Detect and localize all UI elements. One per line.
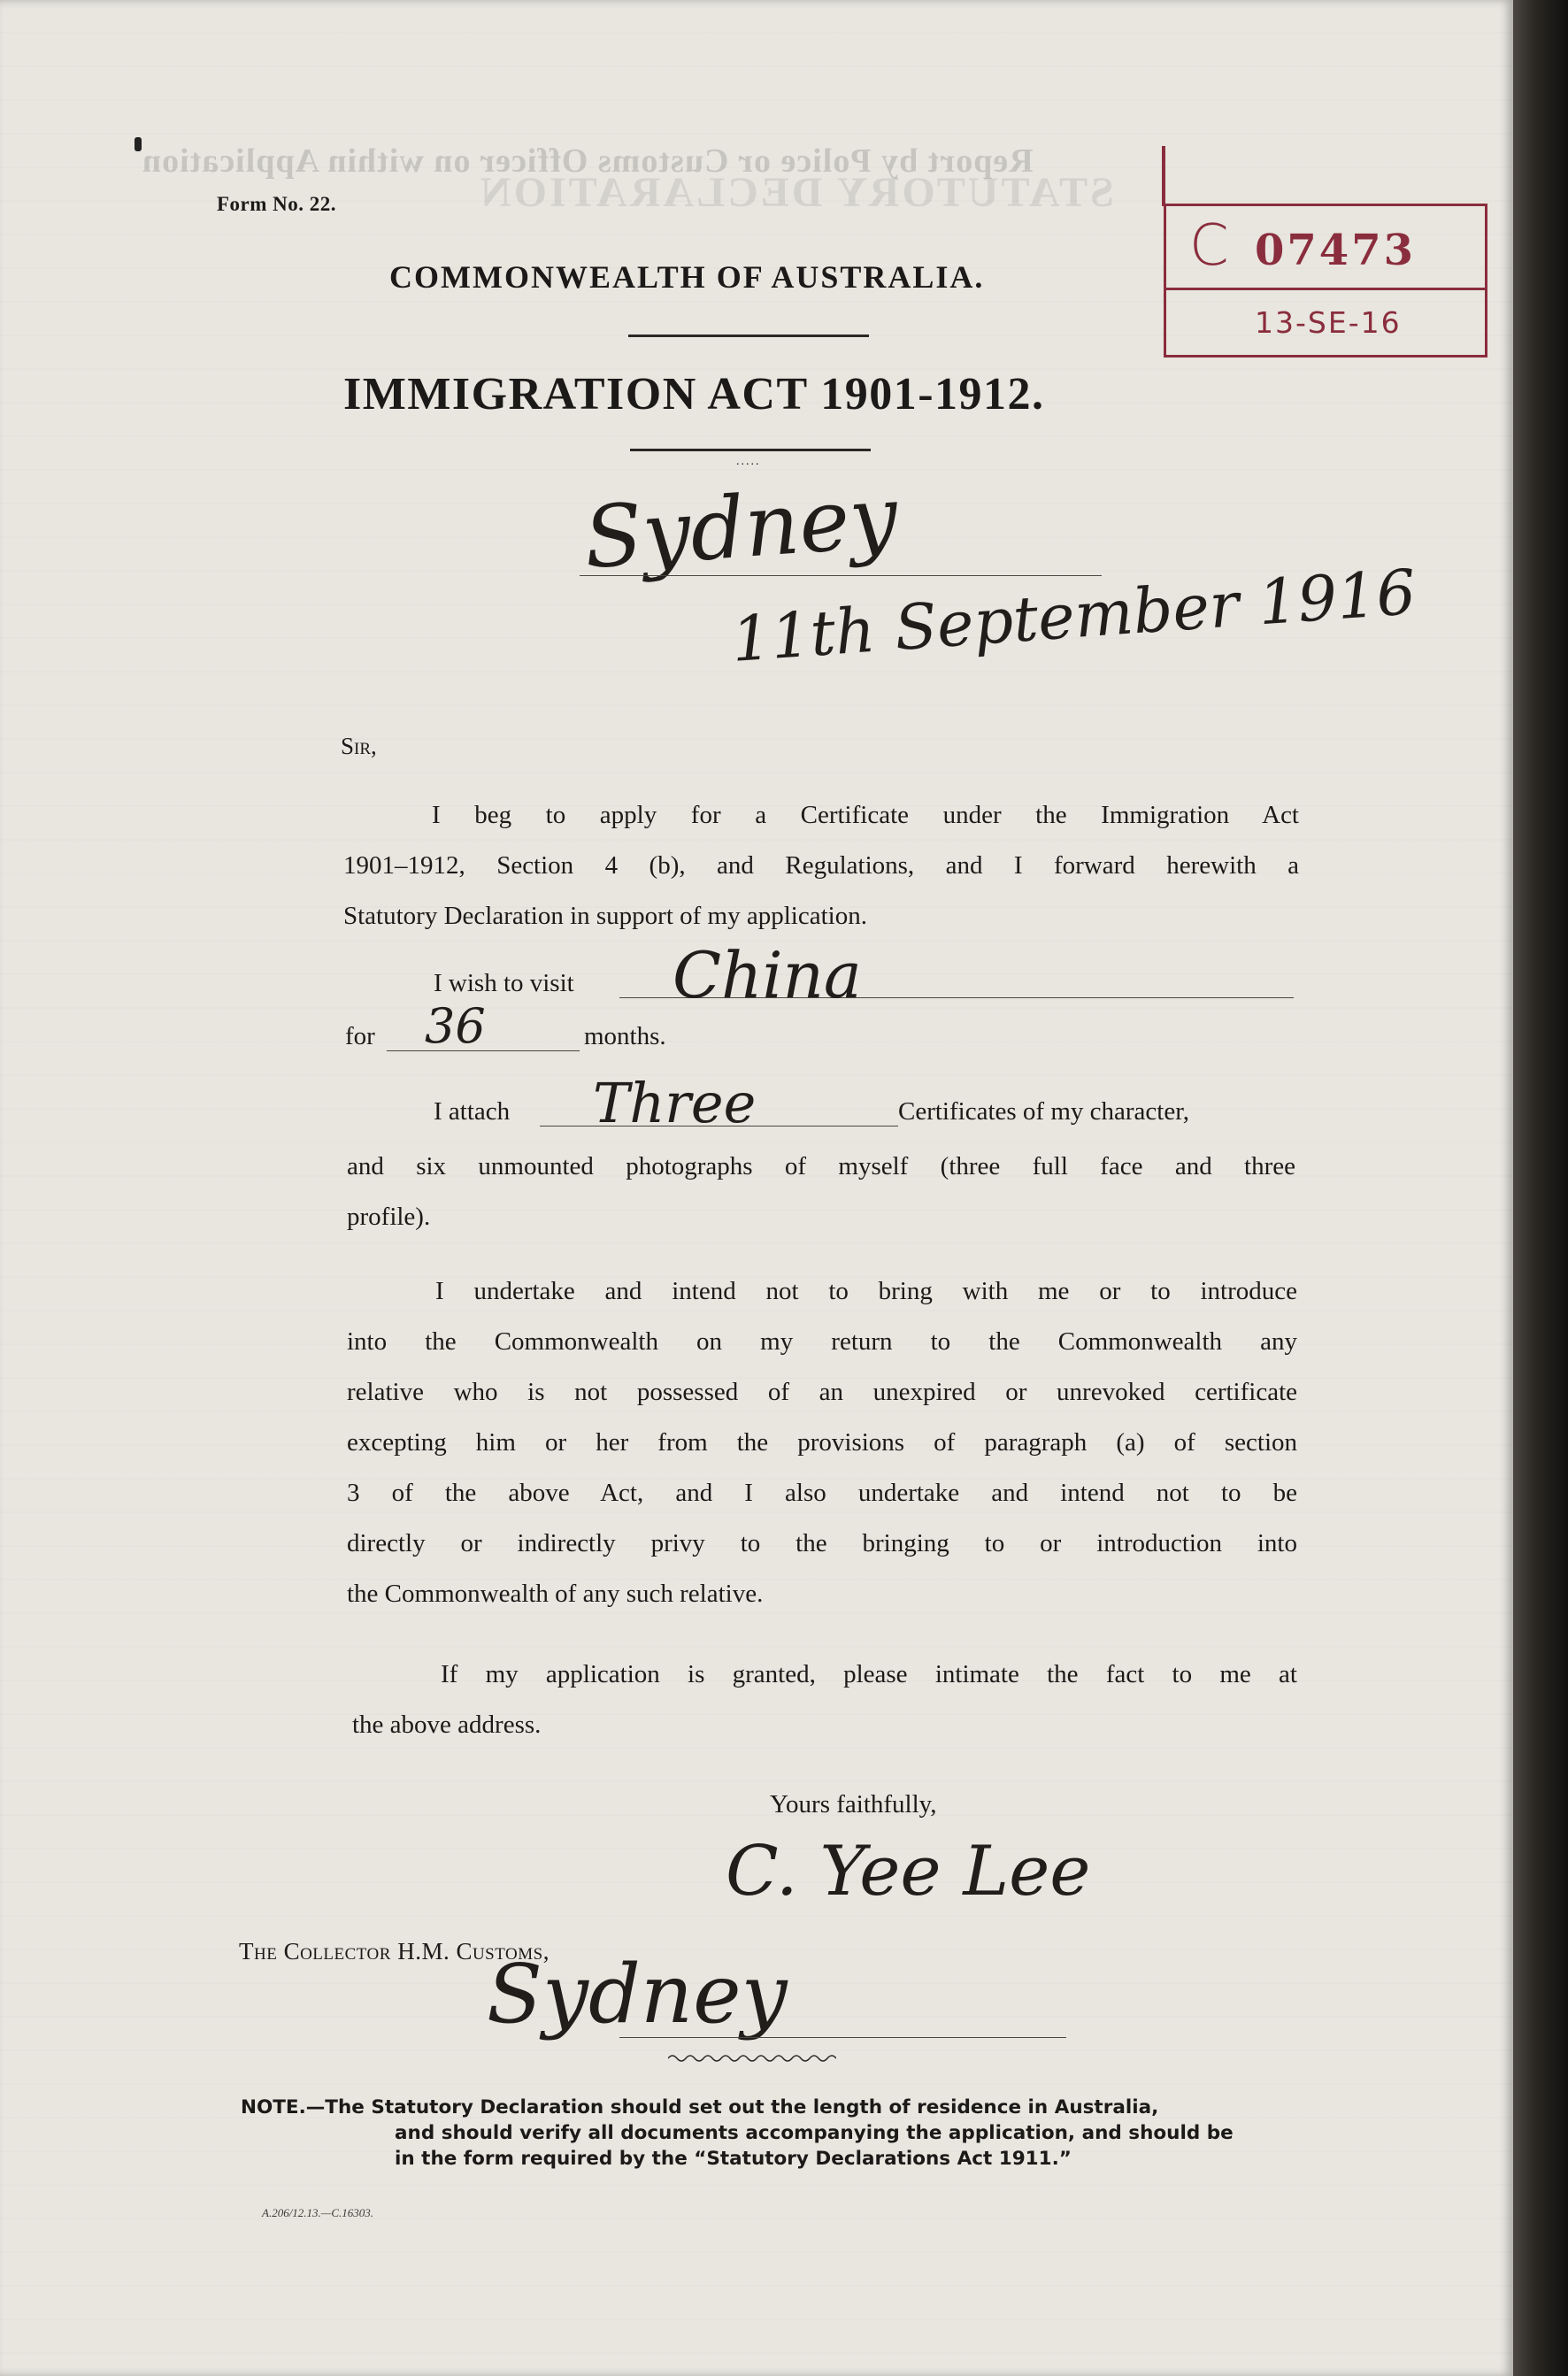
months-label: months. <box>584 1022 666 1050</box>
note-block <box>241 2095 1320 2172</box>
heading-dots: ..... <box>736 455 761 468</box>
handwritten-date: 11th September 1916 <box>729 556 1418 676</box>
heading-rule-top <box>628 334 869 337</box>
paragraph-application <box>343 790 1299 942</box>
note-line: in the form required by the “Statutory Declarations Act 1911.” <box>395 2148 1072 2170</box>
paragraph-line: If my application is granted, please intimate the fact to me at <box>441 1660 1297 1688</box>
form-number: Form No. 22. <box>217 193 337 215</box>
collector-underline <box>619 2037 1066 2038</box>
print-code: A.206/12.13.—C.16303. <box>262 2206 374 2219</box>
handwritten-destination: China <box>673 938 862 1012</box>
paragraph-line: and six unmounted photographs of myself (three full face and three <box>347 1152 1295 1180</box>
paragraph-line: into the Commonwealth on my return to the Commonwealth any <box>347 1327 1297 1356</box>
place-underline <box>580 575 1102 576</box>
paragraph-intimation <box>352 1649 1297 1750</box>
paragraph-line: I undertake and intend not to bring with me or to introduce <box>435 1277 1297 1305</box>
paragraph-line: relative who is not possessed of an unexpired or unrevoked certificate <box>347 1378 1297 1406</box>
addressee-text: The Collector H.M. Customs, <box>239 1938 550 1965</box>
paragraph-line: the above address. <box>352 1711 542 1739</box>
paragraph-line: directly or indirectly privy to the bringing to or introduction into <box>347 1529 1297 1557</box>
heading-act-title: IMMIGRATION ACT 1901-1912. <box>343 369 1045 419</box>
ink-speck <box>135 137 142 151</box>
handwritten-collector-place: Sydney <box>487 1947 788 2042</box>
handwritten-duration: 36 <box>425 998 486 1054</box>
for-label: for <box>345 1022 375 1050</box>
visit-label: I wish to visit <box>434 969 574 997</box>
stamp-number: 07473 <box>1255 226 1416 275</box>
paragraph-photographs <box>347 1142 1295 1242</box>
attach-label: I attach <box>434 1097 511 1126</box>
reference-stamp <box>1164 204 1487 358</box>
handwritten-signature: C. Yee Lee <box>726 1832 1091 1911</box>
bleed-through-heading: Report by Police or Customs Officer on within Application <box>142 142 1034 180</box>
paragraph-line: excepting him or her from the provisions of paragraph (a) of section <box>347 1428 1297 1457</box>
attach-rest: Certificates of my character, <box>898 1097 1189 1126</box>
bleed-through-subheading: STATUTORY DECLARATION <box>478 169 1114 216</box>
stamp-prefix: C <box>1189 213 1229 279</box>
handwritten-place: Sydney <box>580 466 901 588</box>
paragraph-line: Statutory Declaration in support of my application. <box>343 902 867 930</box>
paragraph-line: profile). <box>347 1203 431 1231</box>
heading-rule-bottom <box>630 449 871 451</box>
paragraph-line: 1901–1912, Section 4 (b), and Regulations, and I forward herewith a <box>343 851 1299 880</box>
paragraph-line: the Commonwealth of any such relative. <box>347 1580 764 1608</box>
handwritten-certificate-count: Three <box>593 1071 757 1135</box>
closing: Yours faithfully, <box>770 1790 937 1819</box>
stamp-date: 13-SE-16 <box>1255 305 1402 340</box>
note-line: NOTE.—The Statutory Declaration should set out the length of residence in Australia, <box>241 2096 1159 2118</box>
paragraph-line: 3 of the above Act, and I also undertake and intend not to be <box>347 1479 1297 1507</box>
stamp-tick <box>1162 146 1165 206</box>
paragraph-undertaking <box>347 1266 1297 1619</box>
heading-commonwealth: COMMONWEALTH OF AUSTRALIA. <box>389 259 985 295</box>
note-line: and should verify all documents accompanying the application, and should be <box>395 2122 1234 2144</box>
salutation: Sir, <box>341 733 377 759</box>
paragraph-line: I beg to apply for a Certificate under the Immigration Act <box>432 801 1299 829</box>
stamp-divider <box>1166 288 1485 290</box>
decorative-flourish <box>668 2051 836 2065</box>
page-edge-shadow <box>1513 0 1568 2376</box>
